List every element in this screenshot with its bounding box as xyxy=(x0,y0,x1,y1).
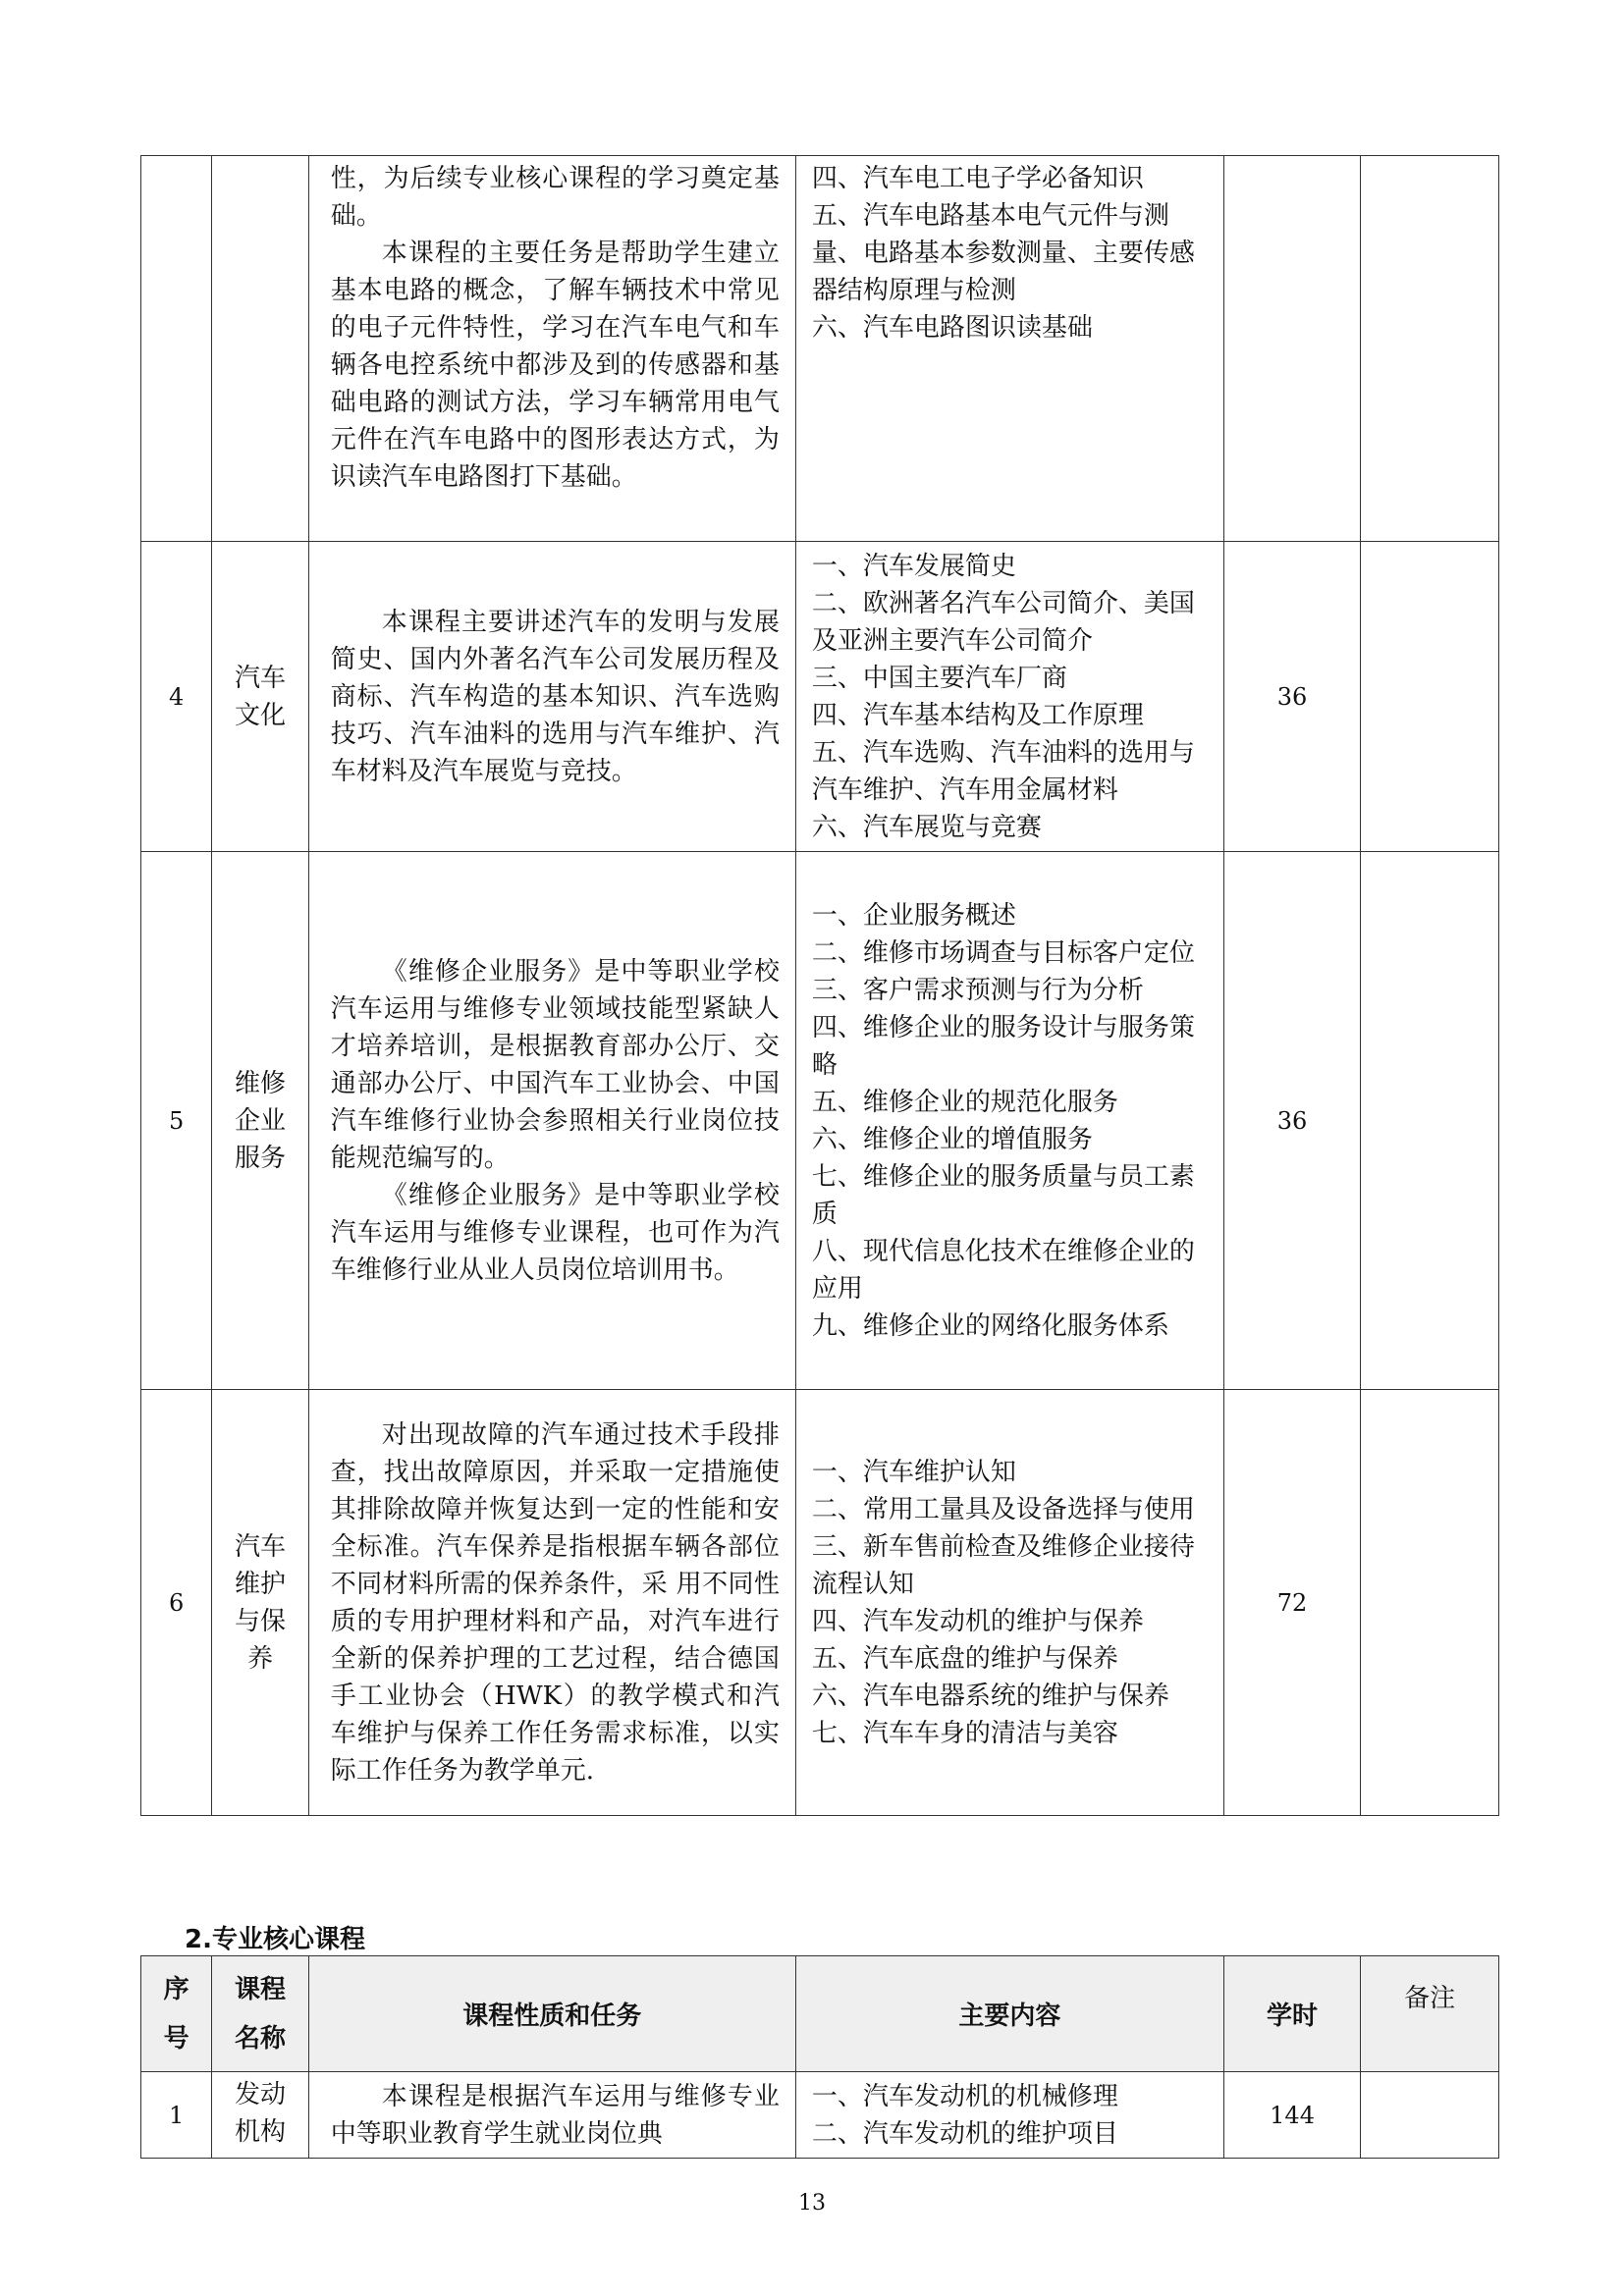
course-content-cell xyxy=(795,2072,1223,2159)
header-number: 序号 xyxy=(141,1956,212,2072)
page-number: 13 xyxy=(798,2191,826,2216)
table-row xyxy=(141,1390,1499,1816)
content-item: 三、客户需求预测与行为分析 xyxy=(811,975,1144,1005)
course-hours: 144 xyxy=(1223,2072,1361,2159)
content-item: 五、汽车选购、汽车油料的选用与汽车维护、汽车用金属材料 xyxy=(811,737,1195,805)
content-item: 一、企业服务概述 xyxy=(811,900,1016,931)
course-content-cell xyxy=(795,156,1223,542)
course-note xyxy=(1361,1390,1499,1816)
content-item: 七、维修企业的服务质量与员工素质 xyxy=(811,1161,1195,1229)
core-course-table xyxy=(140,1955,1499,2159)
content-item: 二、汽车发动机的维护项目 xyxy=(811,2119,1118,2149)
course-content-cell xyxy=(795,542,1223,852)
content-item: 一、汽车维护认知 xyxy=(811,1457,1016,1487)
content-item: 二、欧洲著名汽车公司简介、美国及亚洲主要汽车公司简介 xyxy=(811,588,1195,656)
content-item: 六、汽车电器系统的维护与保养 xyxy=(811,1681,1169,1711)
course-name: 汽车维护与保养 xyxy=(212,1390,308,1816)
course-description-paragraph: 对出现故障的汽车通过技术手段排查，找出故障原因，并采取一定措施使其排除故障并恢复达到一定的性能和安全标准。汽车保养是指根据车辆各部位不同材料所需的保养条件，采 用不同性质的专用护理材料和产品，对汽车进行全新的保养护理的工艺过程，结合德国手工业协会（HWK）的教学模式和汽车维护与保养工作任务需求标准，以实际工作任务为教学单元. xyxy=(330,1419,780,1786)
table-header-row xyxy=(141,1956,1499,2072)
content-item: 九、维修企业的网络化服务体系 xyxy=(811,1310,1169,1341)
course-hours: 36 xyxy=(1223,852,1361,1390)
section-heading: 2.专业核心课程 xyxy=(185,1925,365,1954)
course-name: 发动机构 xyxy=(212,2072,308,2159)
header-description: 课程性质和任务 xyxy=(308,1956,795,2072)
course-hours: 36 xyxy=(1223,542,1361,852)
content-item: 四、汽车电工电子学必备知识 xyxy=(811,164,1144,193)
header-course-name: 课程名称 xyxy=(212,1956,308,2072)
row-number: 6 xyxy=(141,1390,212,1816)
content-item: 一、汽车发展简史 xyxy=(811,551,1016,581)
course-description-paragraph: 《维修企业服务》是中等职业学校汽车运用与维修专业课程，也可作为汽车维修行业从业人员岗位培训用书。 xyxy=(330,1180,780,1285)
row-number: 5 xyxy=(141,852,212,1390)
content-item: 四、汽车发动机的维护与保养 xyxy=(811,1606,1144,1636)
course-note xyxy=(1361,156,1499,542)
course-description-cell xyxy=(308,1390,795,1816)
row-number xyxy=(141,156,212,542)
content-item: 一、汽车发动机的机械修理 xyxy=(811,2082,1118,2111)
course-content-cell xyxy=(795,852,1223,1390)
course-description-paragraph: 本课程主要讲述汽车的发明与发展简史、国内外著名汽车公司发展历程及商标、汽车构造的基本知识、汽车选购技巧、汽车油料的选用与汽车维护、汽车材料及汽车展览与竞技。 xyxy=(330,607,780,786)
course-description-paragraph: 性，为后续专业核心课程的学习奠定基础。 xyxy=(330,164,780,231)
content-item: 二、常用工量具及设备选择与使用 xyxy=(811,1494,1195,1524)
course-name: 维修企业服务 xyxy=(212,852,308,1390)
course-description-paragraph: 《维修企业服务》是中等职业学校汽车运用与维修专业领域技能型紧缺人才培养培训，是根据教育部办公厅、交通部办公厅、中国汽车工业协会、中国汽车维修行业协会参照相关行业岗位技能规范编写的。 xyxy=(330,956,780,1173)
content-item: 三、中国主要汽车厂商 xyxy=(811,663,1067,693)
row-number: 4 xyxy=(141,542,212,852)
course-description-cell xyxy=(308,542,795,852)
course-description-paragraph: 本课程的主要任务是帮助学生建立基本电路的概念，了解车辆技术中常见的电子元件特性，学习在汽车电气和车辆各电控系统中都涉及到的传感器和基础电路的测试方法，学习车辆常用电气元件在汽车电路中的图形表达方式，为识读汽车电路图打下基础。 xyxy=(330,239,780,492)
course-description-cell xyxy=(308,156,795,542)
course-hours: 72 xyxy=(1223,1390,1361,1816)
course-description-cell xyxy=(308,2072,795,2159)
content-item: 五、汽车电路基本电气元件与测量、电路基本参数测量、主要传感器结构原理与检测 xyxy=(811,201,1195,305)
content-item: 八、现代信息化技术在维修企业的应用 xyxy=(811,1236,1195,1304)
course-name: 汽车文化 xyxy=(212,542,308,852)
course-note xyxy=(1361,542,1499,852)
header-note: 备注 xyxy=(1361,1956,1499,2072)
header-content: 主要内容 xyxy=(795,1956,1223,2072)
course-note xyxy=(1361,852,1499,1390)
course-name xyxy=(212,156,308,542)
content-item: 六、维修企业的增值服务 xyxy=(811,1124,1093,1154)
course-description-paragraph: 本课程是根据汽车运用与维修专业中等职业教育学生就业岗位典 xyxy=(330,2082,780,2149)
course-description-cell xyxy=(308,852,795,1390)
content-item: 五、汽车底盘的维护与保养 xyxy=(811,1643,1118,1674)
table-row xyxy=(141,156,1499,542)
content-item: 三、新车售前检查及维修企业接待流程认知 xyxy=(811,1531,1195,1599)
header-hours: 学时 xyxy=(1223,1956,1361,2072)
course-note xyxy=(1361,2072,1499,2159)
course-content-cell xyxy=(795,1390,1223,1816)
table-row xyxy=(141,852,1499,1390)
content-item: 五、维修企业的规范化服务 xyxy=(811,1087,1118,1117)
curriculum-table-continued xyxy=(140,155,1499,1816)
content-item: 四、维修企业的服务设计与服务策略 xyxy=(811,1012,1195,1080)
content-item: 六、汽车电路图识读基础 xyxy=(811,313,1093,343)
table-row xyxy=(141,542,1499,852)
table-row xyxy=(141,2072,1499,2159)
content-item: 六、汽车展览与竞赛 xyxy=(811,812,1042,842)
content-item: 七、汽车车身的清洁与美容 xyxy=(811,1718,1118,1748)
course-hours xyxy=(1223,156,1361,542)
row-number: 1 xyxy=(141,2072,212,2159)
content-item: 二、维修市场调查与目标客户定位 xyxy=(811,937,1195,968)
content-item: 四、汽车基本结构及工作原理 xyxy=(811,700,1144,730)
